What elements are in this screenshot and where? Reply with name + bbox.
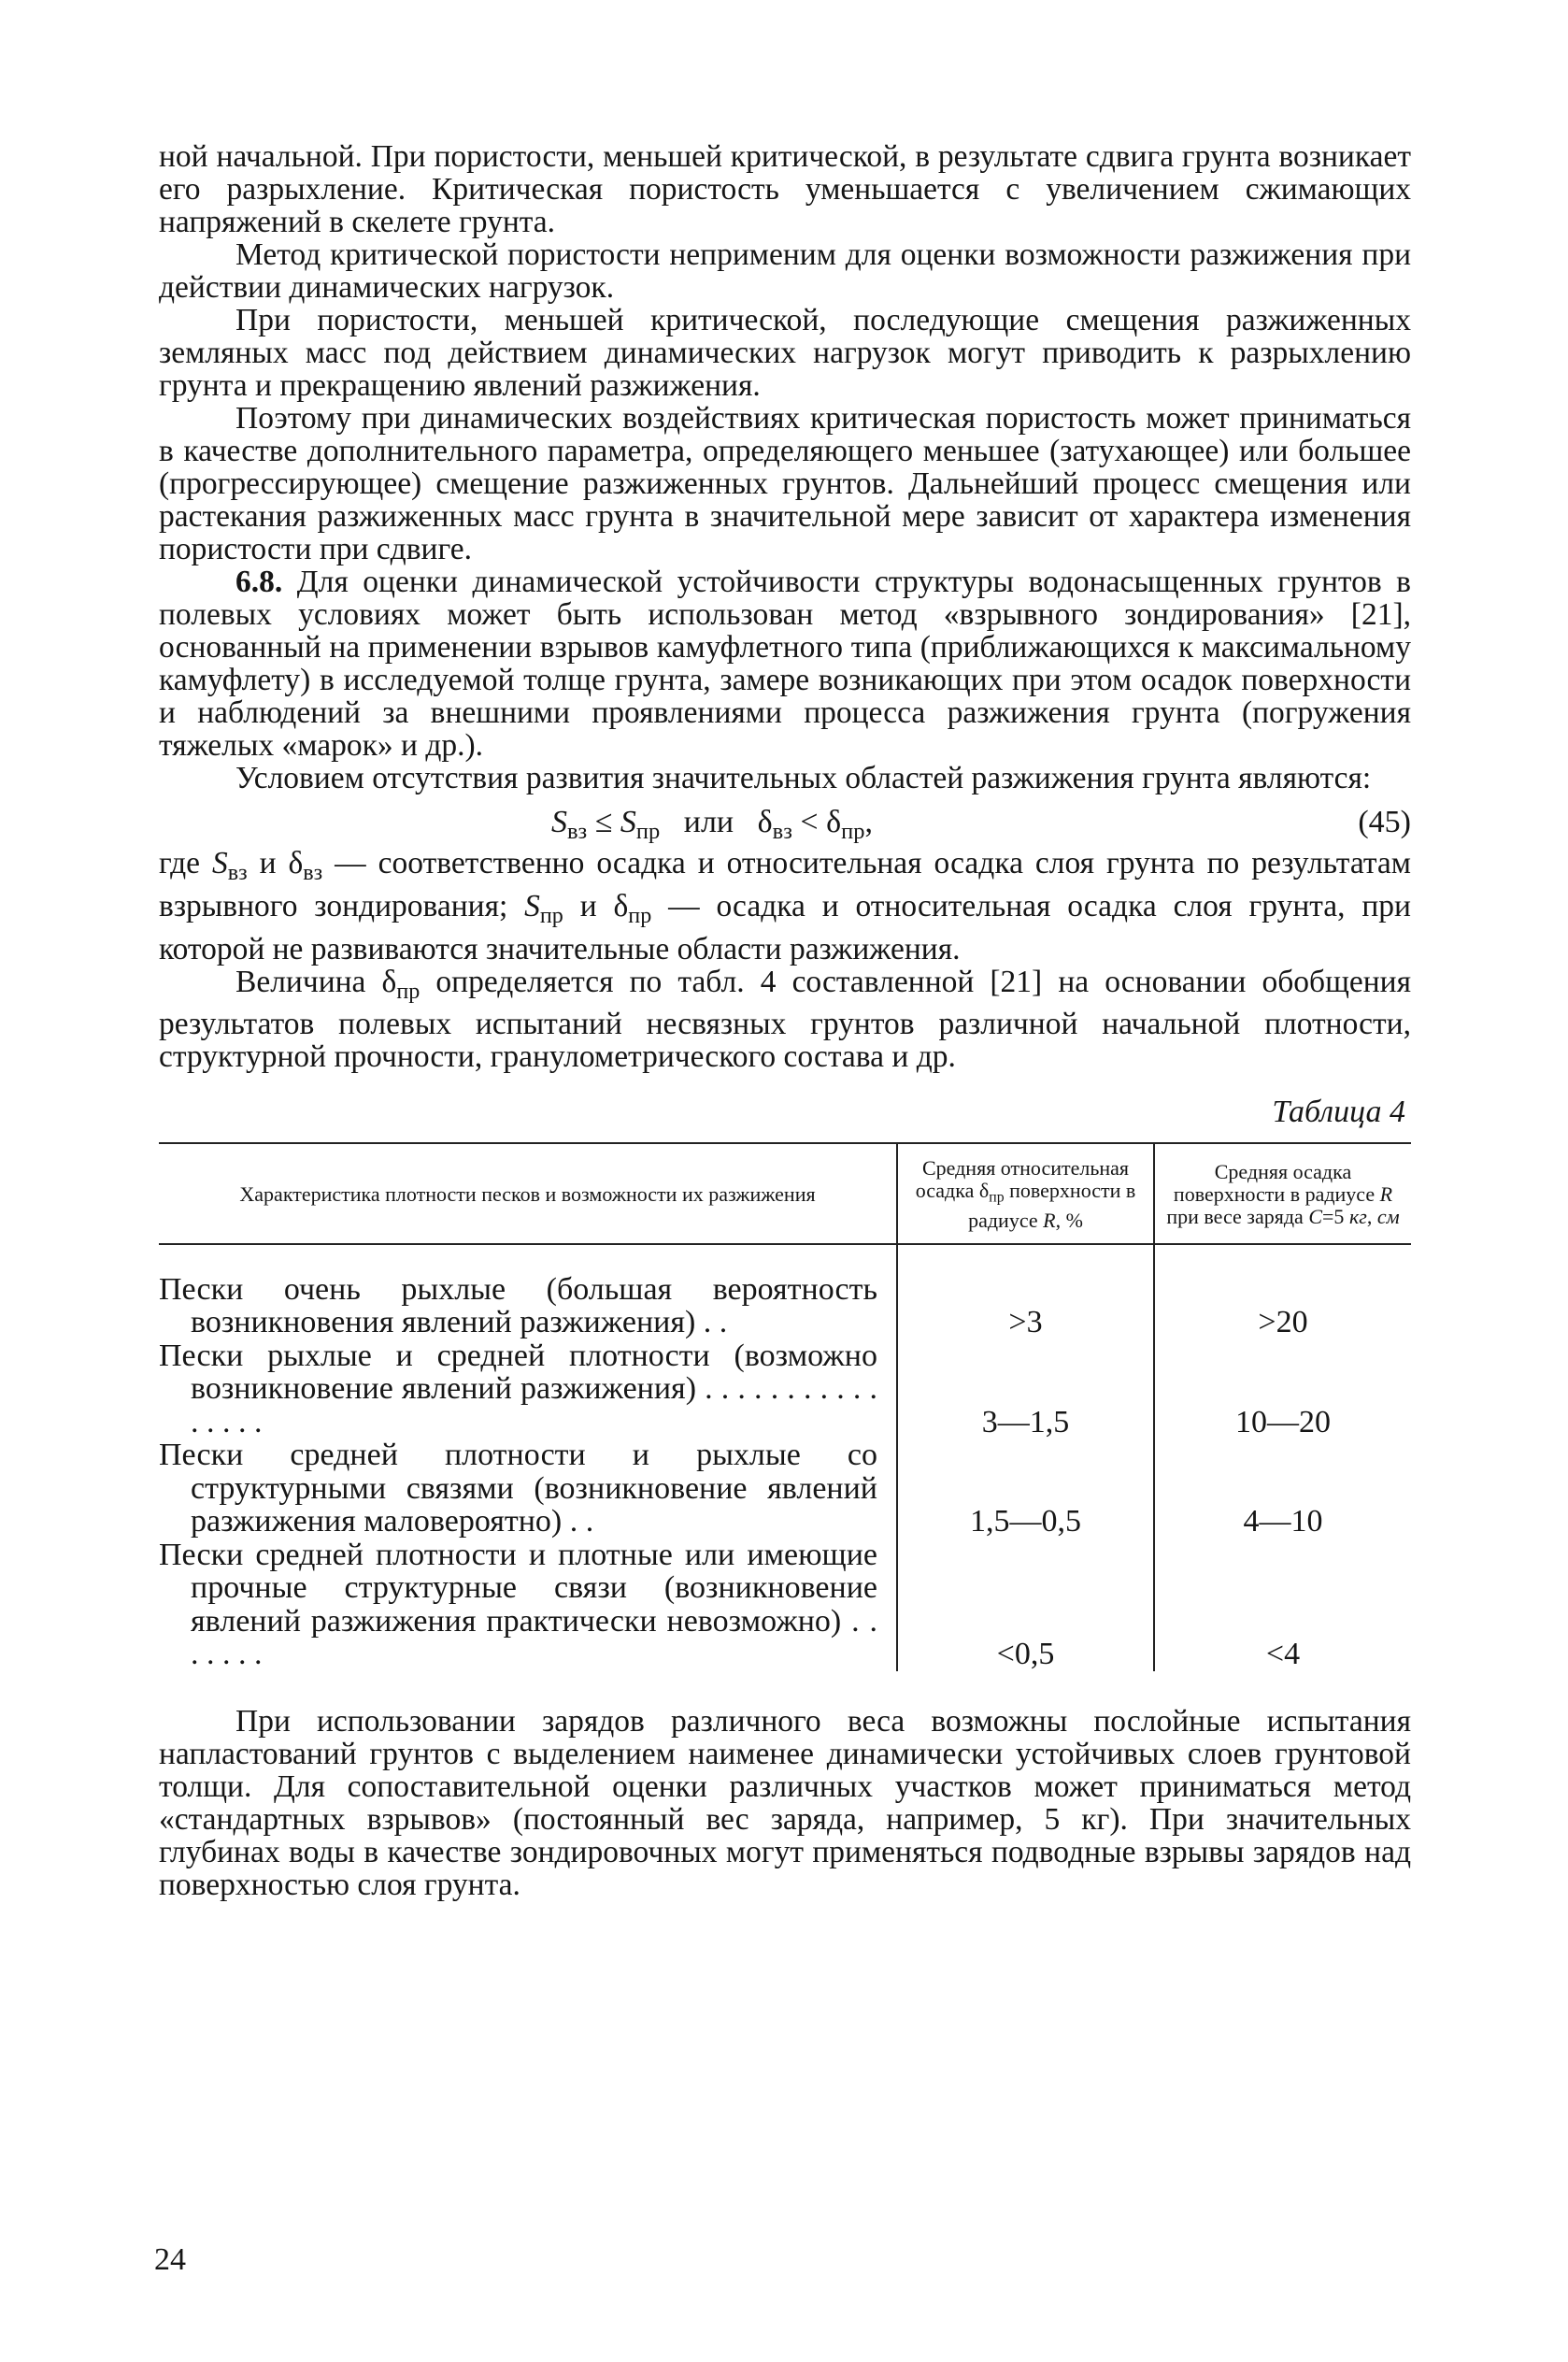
- paragraph-continuation: ной начальной. При пористости, меньшей критической, в результате сдвига грунта возникает его разрыхление. Критическая пористость уменьшается с увеличением сжимающих напряжений в скелете грунта.: [159, 139, 1411, 239]
- formula-number: (45): [1358, 805, 1411, 839]
- paragraph-section-6-8: [159, 565, 1411, 762]
- table-row: [159, 1339, 1411, 1439]
- row-relative-value: 1,5—0,5: [897, 1439, 1154, 1539]
- table-caption: Таблица 4: [1272, 1095, 1405, 1130]
- row-relative-value: >3: [897, 1244, 1154, 1339]
- row-description: Пески очень рыхлые (большая вероятность возникновения явлений разжижения) . .: [159, 1271, 877, 1340]
- table-row: [159, 1539, 1411, 1671]
- row-description: Пески средней плотности и плотные или имеющие прочные структурные связи (возникновение явлений разжижения практически невозможно) . . . . . . .: [159, 1537, 877, 1672]
- row-absolute-value: <4: [1154, 1539, 1411, 1671]
- table-row: [159, 1439, 1411, 1539]
- table-row: [159, 1244, 1411, 1339]
- formula-45: [159, 804, 1411, 844]
- row-absolute-value: 4—10: [1154, 1439, 1411, 1539]
- row-relative-value: <0,5: [897, 1539, 1154, 1671]
- header-absolute-settlement: Средняя осадка поверхности в радиусе R при весе заряда C=5 кг, см: [1154, 1143, 1411, 1243]
- formula-expression: $S_{вз} \le S_{пр}$ или $\delta_{вз} < \delta_{пр}$,: [551, 805, 873, 844]
- row-absolute-value: >20: [1154, 1244, 1411, 1339]
- table-4: [159, 1142, 1411, 1670]
- paragraph-method-critical-porosity: Метод критической пористости неприменим для оценки возможности разжижения при действии динамических нагрузок.: [159, 237, 1411, 305]
- paragraph-value-delta: Величина $\delta_{пр}$ определяется по табл. 4 составленной [21] на основании обобщения результатов полевых испытаний несвязных грунтов различной начальной плотности, структурной прочности, гранулометрического состава и др.: [159, 964, 1411, 1075]
- header-characteristic: Характеристика плотности песков и возможности их разжижения: [159, 1143, 897, 1243]
- paragraph-dynamic-effects: Поэтому при динамических воздействиях критическая пористость может приниматься в качестве дополнительного параметра, определяющего меньшее (затухающее) или большее (прогрессирующее) смещение разжиженных грунтов. Дальнейший процесс смещения или растекания разжиженных масс грунта в значительной мере зависит от характера изменения пористости при сдвиге.: [159, 401, 1411, 566]
- row-relative-value: 3—1,5: [897, 1339, 1154, 1439]
- table-header-row: [159, 1143, 1411, 1243]
- paragraph-condition-intro: Условием отсутствия развития значительных областей разжижения грунта являются:: [235, 761, 1372, 795]
- page-body: [159, 140, 1411, 1901]
- row-description: Пески средней плотности и рыхлые со структурными связями (возникновение явлений разжижения маловероятно) . .: [159, 1438, 877, 1539]
- paragraph-where: где $S_{вз}$ и $\delta_{вз}$ — соответственно осадка и относительная осадка слоя грунта по результатам взрывного зондирования; $S_{пр}$ и $\delta_{пр}$ — осадка и относительная осадка слоя грунта, при которой не развиваются значительные области разжижения.: [159, 846, 1411, 966]
- header-relative-settlement: Средняя относительная осадка $\delta_{пр}$ поверхности в радиусе R, %: [897, 1143, 1154, 1243]
- paragraph-after-table: При использовании зарядов различного веса возможны послойные испытания напластований грунтов с выделением наименее динамически устойчивых слоев грунтовой толщи. Для сопоставительной оценки различных участков может приниматься метод «стандартных взрывов» (постоянный вес заряда, например, 5 кг). При значительных глубинах воды в качестве зондировочных могут применяться подводные взрывы зарядов над поверхностью слоя грунта.: [159, 1703, 1411, 1902]
- section-text: Для оценки динамической устойчивости структуры водонасыщенных грунтов в полевых условиях может быть использован метод «взрывного зондирования» [21], основанный на применении взрывов камуфлетного типа (приближающихся к максимальному камуфлету) в исследуемой толще грунта, замере возникающих при этом осадок поверхности и наблюдений за внешними проявлениями процесса разжижения грунта (погружения тяжелых «марок» и др.).: [159, 565, 1411, 763]
- page-number: 24: [154, 2242, 186, 2277]
- row-description: Пески рыхлые и средней плотности (возможно возникновение явлений разжижения) . . . . . . . . . . . . . . . .: [159, 1338, 877, 1439]
- row-absolute-value: 10—20: [1154, 1339, 1411, 1439]
- paragraph-porosity-displacement: При пористости, меньшей критической, последующие смещения разжиженных земляных масс под действием динамических нагрузок могут приводить к разрыхлению грунта и прекращению явлений разжижения.: [159, 303, 1411, 403]
- section-number: 6.8.: [235, 565, 283, 599]
